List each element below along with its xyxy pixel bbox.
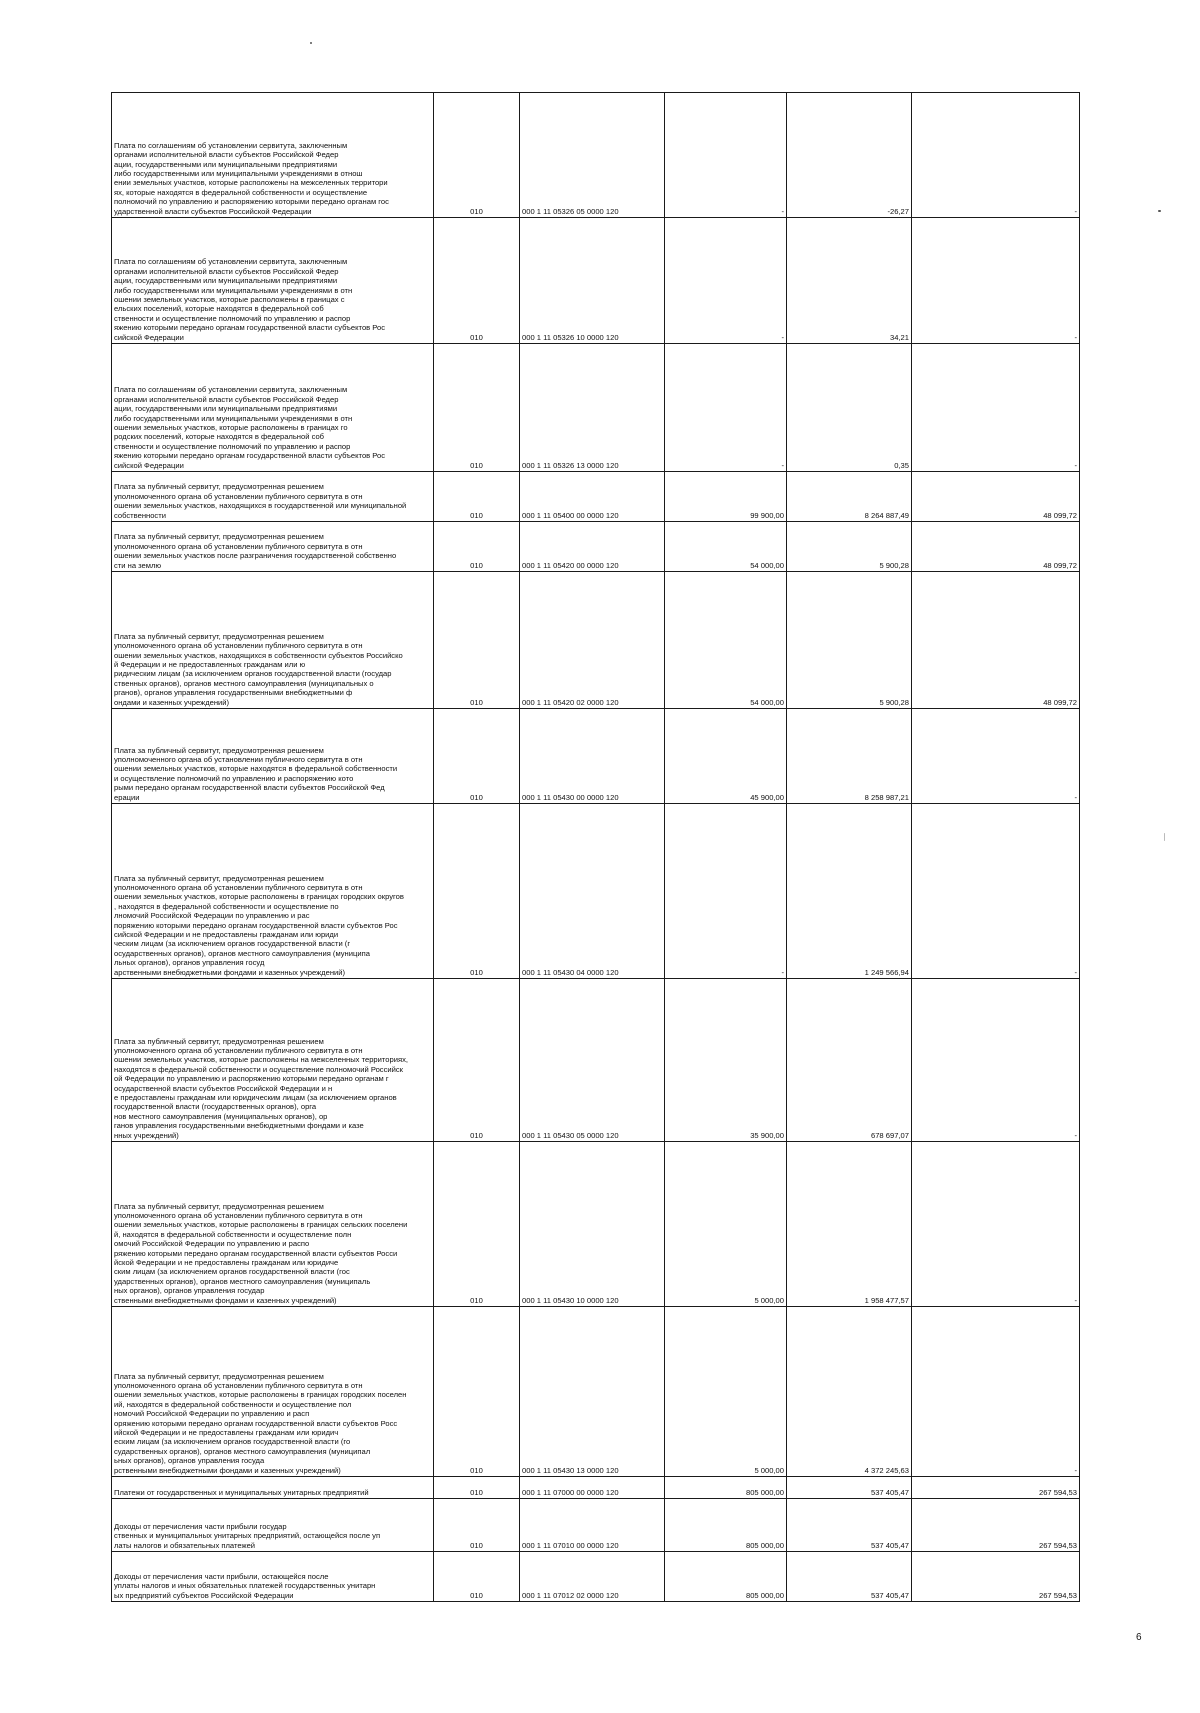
budget-code-cell: 000 1 11 05420 00 0000 120 xyxy=(520,522,665,572)
table-row xyxy=(112,1307,1080,1477)
executed-amount-cell: 5 900,28 xyxy=(787,572,912,709)
approved-amount-cell: 5 000,00 xyxy=(665,1307,787,1477)
unexecuted-amount-cell: - xyxy=(912,979,1080,1142)
budget-code-cell: 000 1 11 05326 13 0000 120 xyxy=(520,344,665,472)
approved-amount-cell: 805 000,00 xyxy=(665,1477,787,1499)
unexecuted-amount-cell: - xyxy=(912,93,1080,218)
table-row xyxy=(112,979,1080,1142)
executed-amount-cell: 537 405,47 xyxy=(787,1477,912,1499)
income-name-cell: Плата по соглашениям об установлении сервитута, заключенным органами исполнительной власти субъектов Российской Федер ации, государственными или муниципальными предприятиями либо государственными или муниципальными учреждениями в отн ошении земельных участков, которые расположены в границах с ельских поселений, которые находятся в федеральной соб ственности и осуществление полномочий по управлению и распор яжению которыми передано органам государственной власти субъектов Рос сийской Федерации xyxy=(112,218,434,344)
line-code-cell: 010 xyxy=(434,804,520,979)
executed-amount-cell: -26,27 xyxy=(787,93,912,218)
unexecuted-amount-cell: 267 594,53 xyxy=(912,1477,1080,1499)
executed-amount-cell: 1 249 566,94 xyxy=(787,804,912,979)
executed-amount-cell: 1 958 477,57 xyxy=(787,1142,912,1307)
income-name-cell: Плата за публичный сервитут, предусмотренная решением уполномоченного органа об установлении публичного сервитута в отн ошении земельных участков, находящихся в государственной или муниципальной собственности xyxy=(112,472,434,522)
line-code-cell: 010 xyxy=(434,1477,520,1499)
line-code-cell: 010 xyxy=(434,1142,520,1307)
executed-amount-cell: 537 405,47 xyxy=(787,1552,912,1602)
approved-amount-cell: 805 000,00 xyxy=(665,1499,787,1552)
line-code-cell: 010 xyxy=(434,472,520,522)
line-code-cell: 010 xyxy=(434,709,520,804)
approved-amount-cell: - xyxy=(665,344,787,472)
budget-code-cell: 000 1 11 05430 10 0000 120 xyxy=(520,1142,665,1307)
unexecuted-amount-cell: 48 099,72 xyxy=(912,522,1080,572)
scan-speck xyxy=(310,42,312,44)
income-name-cell: Плата по соглашениям об установлении сервитута, заключенным органами исполнительной власти субъектов Российской Федер ации, государственными или муниципальными предприятиями либо государственными или муниципальными учреждениями в отн ошении земельных участков, которые расположены в границах го родских поселений, которые находятся в федеральной соб ственности и осуществление полномочий по управлению и распор яжению которыми передано органам государственной власти субъектов Рос сийской Федерации xyxy=(112,344,434,472)
revenue-table-body xyxy=(112,93,1080,1602)
income-name-cell: Плата за публичный сервитут, предусмотренная решением уполномоченного органа об установлении публичного сервитута в отн ошении земельных участков после разграничения государственной собственно сти на землю xyxy=(112,522,434,572)
executed-amount-cell: 8 258 987,21 xyxy=(787,709,912,804)
executed-amount-cell: 4 372 245,63 xyxy=(787,1307,912,1477)
budget-code-cell: 000 1 11 05430 04 0000 120 xyxy=(520,804,665,979)
budget-code-cell: 000 1 11 05400 00 0000 120 xyxy=(520,472,665,522)
unexecuted-amount-cell: 48 099,72 xyxy=(912,572,1080,709)
income-name-cell: Плата за публичный сервитут, предусмотренная решением уполномоченного органа об установлении публичного сервитута в отн ошении земельных участков, находящихся в собственности субъектов Российско й Федерации и не предоставленных гражданам или ю ридическим лицам (за исключением органов государственной власти (государ ственных органов), органов местного самоуправления (муниципальных о рганов), органов управления государственными внебюджетными ф ондами и казенных учреждений) xyxy=(112,572,434,709)
income-name-cell: Плата по соглашениям об установлении сервитута, заключенным органами исполнительной власти субъектов Российской Федер ации, государственными или муниципальными предприятиями либо государственными или муниципальными учреждениями в отнош ении земельных участков, которые расположены на межселенных территори ях, которые находятся в федеральной собственности и осуществление полномочий по управлению и распоряжению которыми передано органам гос ударственной власти субъектов Российской Федерации xyxy=(112,93,434,218)
approved-amount-cell: 805 000,00 xyxy=(665,1552,787,1602)
page-number: 6 xyxy=(1136,1632,1142,1643)
unexecuted-amount-cell: 267 594,53 xyxy=(912,1499,1080,1552)
budget-code-cell: 000 1 11 07012 02 0000 120 xyxy=(520,1552,665,1602)
line-code-cell: 010 xyxy=(434,979,520,1142)
table-row xyxy=(112,1142,1080,1307)
table-row xyxy=(112,344,1080,472)
budget-code-cell: 000 1 11 05430 13 0000 120 xyxy=(520,1307,665,1477)
line-code-cell: 010 xyxy=(434,93,520,218)
table-row xyxy=(112,1552,1080,1602)
table-row xyxy=(112,709,1080,804)
budget-code-cell: 000 1 11 05326 10 0000 120 xyxy=(520,218,665,344)
income-name-cell: Плата за публичный сервитут, предусмотренная решением уполномоченного органа об установлении публичного сервитута в отн ошении земельных участков, которые расположены в границах городских округов , находятся в федеральной собственности и осуществление по лномочий Российской Федерации по управлению и рас поряжению которыми передано органам государственной власти субъектов Рос сийской Федерации и не предоставлены гражданам или юриди ческим лицам (за исключением органов государственной власти (г осударственных органов), органов местного самоуправления (муниципа льных органов), органов управления госуд арственными внебюджетными фондами и казенных учреждений) xyxy=(112,804,434,979)
executed-amount-cell: 8 264 887,49 xyxy=(787,472,912,522)
unexecuted-amount-cell: 48 099,72 xyxy=(912,472,1080,522)
table-row xyxy=(112,804,1080,979)
line-code-cell: 010 xyxy=(434,344,520,472)
unexecuted-amount-cell: - xyxy=(912,344,1080,472)
unexecuted-amount-cell: - xyxy=(912,709,1080,804)
approved-amount-cell: - xyxy=(665,93,787,218)
approved-amount-cell: - xyxy=(665,218,787,344)
unexecuted-amount-cell: - xyxy=(912,218,1080,344)
approved-amount-cell: 54 000,00 xyxy=(665,522,787,572)
budget-code-cell: 000 1 11 07010 00 0000 120 xyxy=(520,1499,665,1552)
budget-code-cell: 000 1 11 05420 02 0000 120 xyxy=(520,572,665,709)
line-code-cell: 010 xyxy=(434,1552,520,1602)
revenue-table xyxy=(111,92,1080,1602)
unexecuted-amount-cell: - xyxy=(912,804,1080,979)
income-name-cell: Доходы от перечисления части прибыли государ ственных и муниципальных унитарных предприятий, остающейся после уп латы налогов и обязательных платежей xyxy=(112,1499,434,1552)
income-name-cell: Плата за публичный сервитут, предусмотренная решением уполномоченного органа об установлении публичного сервитута в отн ошении земельных участков, которые расположены на межселенных территориях, находятся в федеральной собственности и осуществление полномочий Российск ой Федерации по управлению и распоряжению которыми передано органам г осударственной власти субъектов Российской Федерации и н е предоставлены гражданам или юридическим лицам (за исключением органов государственной власти (государственных органов), орга нов местного самоуправления (муниципальных органов), ор ганов управления государственными внебюджетными фондами и казе нных учреждений) xyxy=(112,979,434,1142)
executed-amount-cell: 34,21 xyxy=(787,218,912,344)
budget-code-cell: 000 1 11 05430 05 0000 120 xyxy=(520,979,665,1142)
income-name-cell: Платежи от государственных и муниципальных унитарных предприятий xyxy=(112,1477,434,1499)
line-code-cell: 010 xyxy=(434,1307,520,1477)
table-row xyxy=(112,1499,1080,1552)
table-row xyxy=(112,522,1080,572)
approved-amount-cell: 99 900,00 xyxy=(665,472,787,522)
approved-amount-cell: 5 000,00 xyxy=(665,1142,787,1307)
income-name-cell: Плата за публичный сервитут, предусмотренная решением уполномоченного органа об установлении публичного сервитута в отн ошении земельных участков, которые расположены в границах городских поселен ий, находятся в федеральной собственности и осуществление пол номочий Российской Федерации по управлению и расп оряжению которыми передано органам государственной власти субъектов Росс ийской Федерации и не предоставлены гражданам или юридич еским лицам (за исключением органов государственной власти (го сударственных органов), органов местного самоуправления (муниципал ьных органов), органов управления госуда рственными внебюджетными фондами и казенных учреждений) xyxy=(112,1307,434,1477)
income-name-cell: Плата за публичный сервитут, предусмотренная решением уполномоченного органа об установлении публичного сервитута в отн ошении земельных участков, которые находятся в федеральной собственности и осуществление полномочий по управлению и распоряжению кото рыми передано органам государственной власти субъектов Российской Фед ерации xyxy=(112,709,434,804)
table-row xyxy=(112,93,1080,218)
table-row xyxy=(112,572,1080,709)
table-row xyxy=(112,1477,1080,1499)
approved-amount-cell: 45 900,00 xyxy=(665,709,787,804)
approved-amount-cell: 35 900,00 xyxy=(665,979,787,1142)
executed-amount-cell: 678 697,07 xyxy=(787,979,912,1142)
executed-amount-cell: 0,35 xyxy=(787,344,912,472)
budget-code-cell: 000 1 11 05430 00 0000 120 xyxy=(520,709,665,804)
income-name-cell: Плата за публичный сервитут, предусмотренная решением уполномоченного органа об установлении публичного сервитута в отн ошении земельных участков, которые расположены в границах сельских поселени й, находятся в федеральной собственности и осуществление полн омочий Российской Федерации по управлению и распо ряжению которыми передано органам государственной власти субъектов Росси йской Федерации и не предоставлены гражданам или юридиче ским лицам (за исключением органов государственной власти (гос ударственных органов), органов местного самоуправления (муниципаль ных органов), органов управления государ ственными внебюджетными фондами и казенных учреждений) xyxy=(112,1142,434,1307)
budget-code-cell: 000 1 11 07000 00 0000 120 xyxy=(520,1477,665,1499)
table-row xyxy=(112,472,1080,522)
unexecuted-amount-cell: 267 594,53 xyxy=(912,1552,1080,1602)
unexecuted-amount-cell: - xyxy=(912,1142,1080,1307)
line-code-cell: 010 xyxy=(434,572,520,709)
budget-code-cell: 000 1 11 05326 05 0000 120 xyxy=(520,93,665,218)
table-row xyxy=(112,218,1080,344)
income-name-cell: Доходы от перечисления части прибыли, остающейся после уплаты налогов и иных обязательных платежей государственных унитарн ых предприятий субъектов Российской Федерации xyxy=(112,1552,434,1602)
scan-speck xyxy=(1164,833,1165,841)
line-code-cell: 010 xyxy=(434,218,520,344)
approved-amount-cell: - xyxy=(665,804,787,979)
executed-amount-cell: 537 405,47 xyxy=(787,1499,912,1552)
scan-speck xyxy=(1158,210,1161,212)
line-code-cell: 010 xyxy=(434,1499,520,1552)
line-code-cell: 010 xyxy=(434,522,520,572)
unexecuted-amount-cell: - xyxy=(912,1307,1080,1477)
executed-amount-cell: 5 900,28 xyxy=(787,522,912,572)
approved-amount-cell: 54 000,00 xyxy=(665,572,787,709)
